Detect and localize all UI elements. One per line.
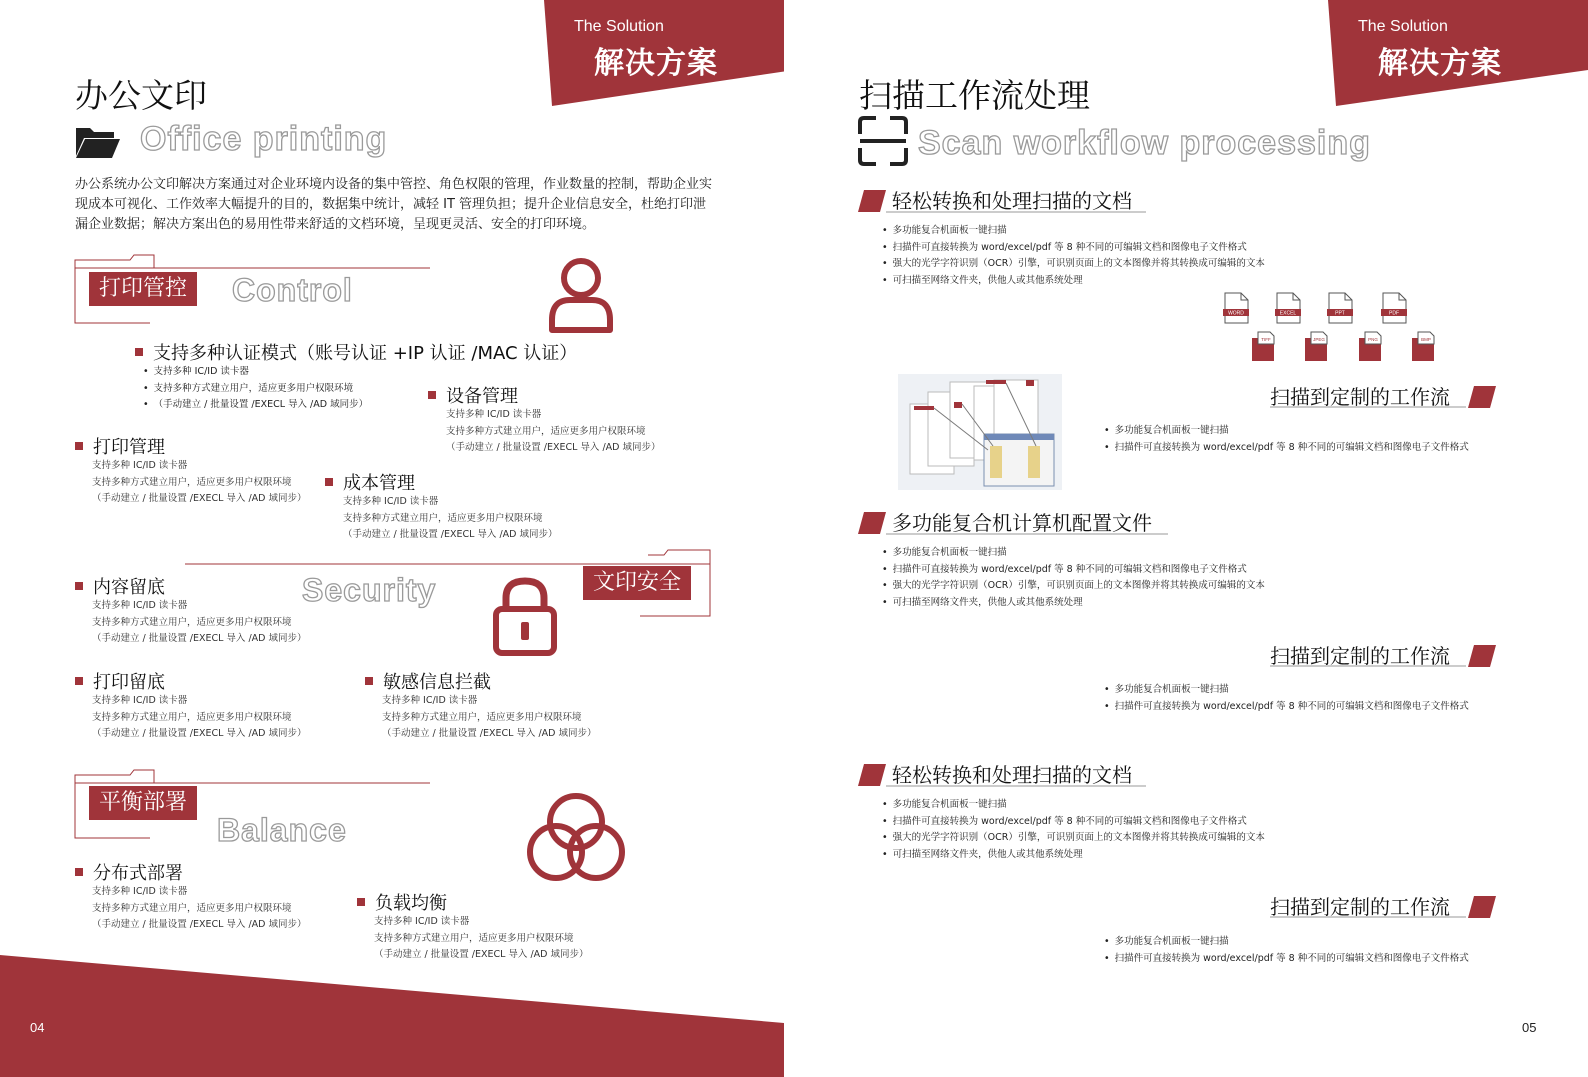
title-underline — [886, 211, 1146, 213]
text-line: （手动建立 / 批量设置 /EXECL 导入 /AD 域同步） — [92, 493, 307, 504]
list-item: • 强大的光学字符识别（OCR）引擎，可识别页面上的文本图像并将其转换成可编辑的文本 — [882, 256, 1265, 273]
list-item: • 可扫描至网络文件夹，供他人或其他系统处理 — [882, 273, 1265, 290]
list-item: • 扫描件可直接转换为 word/excel/pdf 等 8 种不同的可编辑文档和图像电子文件格式 — [1104, 440, 1469, 457]
text-line: （手动建立 / 批量设置 /EXECL 导入 /AD 域同步） — [382, 728, 597, 739]
text-line: 支持多种 IC/ID 读卡器 — [92, 600, 188, 611]
loadbalance-title: 负载均衡 — [375, 893, 447, 914]
s3-list — [882, 797, 1265, 863]
right-page — [804, 0, 1588, 1077]
content-heading — [75, 573, 165, 599]
text-line: 支持多种方式建立用户，适应更多用户权限环境 — [92, 476, 292, 488]
text-line: 支持多种方式建立用户，适应更多用户权限环境 — [374, 932, 574, 944]
text-line: 支持多种 IC/ID 读卡器 — [92, 460, 188, 471]
file-label: PPT — [1335, 310, 1345, 317]
list-item: • 多功能复合机面板一键扫描 — [882, 797, 1265, 814]
bullet-square — [75, 868, 83, 876]
bullet-square — [75, 582, 83, 590]
list-item: • 强大的光学字符识别（OCR）引擎，可识别页面上的文本图像并将其转换成可编辑的文本 — [882, 578, 1265, 595]
bullet-square — [135, 348, 143, 356]
text-line: 支持多种方式建立用户，适应更多用户权限环境 — [92, 616, 292, 628]
bullet-square — [365, 677, 373, 685]
sensitive-heading — [365, 668, 491, 694]
cost-lines — [343, 494, 557, 544]
parallelogram-marker — [1468, 645, 1496, 667]
list-item: • 多功能复合机面板一键扫描 — [1104, 423, 1469, 440]
list-item: • 支持多种 IC/ID 读卡器 — [143, 364, 368, 381]
auth-list — [143, 364, 368, 414]
text-line: 支持多种 IC/ID 读卡器 — [374, 916, 470, 927]
excel-file-icon — [1274, 292, 1302, 324]
device-lines — [446, 407, 660, 457]
tiff-file-icon — [1249, 330, 1277, 362]
device-heading — [428, 382, 518, 408]
list-item: • 强大的光学字符识别（OCR）引擎，可识别页面上的文本图像并将其转换成可编辑的文本 — [882, 830, 1265, 847]
list-item: • 扫描件可直接转换为 word/excel/pdf 等 8 种不同的可编辑文档和图像电子文件格式 — [882, 814, 1265, 831]
user-icon — [546, 256, 616, 334]
parallelogram-marker — [858, 764, 886, 786]
control-tag: 打印管控 — [89, 272, 197, 306]
file-label: PDF — [1389, 310, 1399, 317]
text-line: 支持多种方式建立用户，适应更多用户权限环境 — [92, 711, 292, 723]
left-page — [0, 0, 784, 1077]
s2-title: 多功能复合机计算机配置文件 — [892, 511, 1152, 535]
file-label: BMP — [1421, 337, 1431, 342]
list-item: • 多功能复合机面板一键扫描 — [882, 223, 1265, 240]
s1-title: 轻松转换和处理扫描的文档 — [892, 189, 1132, 213]
printlog-heading — [75, 668, 165, 694]
parallelogram-marker — [858, 190, 886, 212]
text-line: 支持多种 IC/ID 读卡器 — [92, 886, 188, 897]
balance-tag: 平衡部署 — [89, 786, 197, 820]
text-line: （手动建立 / 批量设置 /EXECL 导入 /AD 域同步） — [446, 442, 661, 453]
w2-title: 扫描到定制的工作流 — [1270, 644, 1450, 668]
cost-title: 成本管理 — [343, 473, 415, 494]
file-label: WORD — [1228, 310, 1244, 317]
title-underline — [1270, 406, 1466, 408]
list-item: • 支持多种方式建立用户，适应更多用户权限环境 — [143, 381, 368, 398]
pdf-file-icon — [1380, 292, 1408, 324]
text-line: （手动建立 / 批量设置 /EXECL 导入 /AD 域同步） — [374, 949, 589, 960]
distributed-heading — [75, 859, 183, 885]
intro-paragraph: 办公系统办公文印解决方案通过对企业环境内设备的集中管控、角色权限的管理，作业数量的控制，帮助企业实现成本可视化、工作效率大幅提升的目的，数据集中统计，减轻 IT 管理负担；提升企业信息安全，杜绝打印泄漏企业数据；解决方案出色的易用性带来舒适的文档环境，呈现更灵活、安全的打印环境。 — [75, 177, 713, 232]
text-line: （手动建立 / 批量设置 /EXECL 导入 /AD 域同步） — [92, 919, 307, 930]
text-line: 支持多种方式建立用户，适应更多用户权限环境 — [382, 711, 582, 723]
file-label: EXCEL — [1279, 310, 1297, 317]
w1-list — [1104, 423, 1469, 456]
bullet-square — [75, 677, 83, 685]
printlog-lines — [92, 693, 306, 743]
print-mgmt-heading — [75, 433, 165, 459]
list-item: • （手动建立 / 批量设置 /EXECL 导入 /AD 域同步） — [143, 397, 368, 414]
page-title: 扫描工作流处理 — [859, 76, 1090, 115]
banner-zh: 解决方案 — [594, 46, 718, 81]
banner-en: The Solution — [574, 18, 664, 35]
list-item: • 可扫描至网络文件夹，供他人或其他系统处理 — [882, 847, 1265, 864]
bmp-file-icon — [1409, 330, 1437, 362]
print-mgmt-title: 打印管理 — [93, 437, 165, 458]
title-underline — [1270, 916, 1466, 918]
w1-title: 扫描到定制的工作流 — [1270, 385, 1450, 409]
page-subtitle: Office printing — [140, 120, 388, 158]
distributed-lines — [92, 884, 306, 934]
list-item: • 扫描件可直接转换为 word/excel/pdf 等 8 种不同的可编辑文档和图像电子文件格式 — [882, 562, 1265, 579]
loadbalance-heading — [357, 889, 447, 915]
file-label: TIFF — [1261, 337, 1271, 342]
auth-heading — [135, 339, 577, 365]
jpeg-file-icon — [1302, 330, 1330, 362]
control-en: Control — [232, 272, 353, 308]
title-underline — [1270, 665, 1466, 667]
venn-icon — [524, 790, 628, 884]
text-line: 支持多种方式建立用户，适应更多用户权限环境 — [343, 512, 543, 524]
print-mgmt-lines — [92, 458, 306, 508]
title-underline — [886, 533, 1168, 535]
list-item: • 多功能复合机面板一键扫描 — [882, 545, 1265, 562]
bullet-square — [75, 442, 83, 450]
text-line: 支持多种 IC/ID 读卡器 — [382, 695, 478, 706]
page-subtitle: Scan workflow processing — [918, 124, 1371, 162]
png-file-icon — [1356, 330, 1384, 362]
parallelogram-marker — [1468, 386, 1496, 408]
list-item: • 可扫描至网络文件夹，供他人或其他系统处理 — [882, 595, 1265, 612]
workflow-screenshot-image — [898, 374, 1062, 490]
text-line: （手动建立 / 批量设置 /EXECL 导入 /AD 域同步） — [343, 529, 558, 540]
banner-en: The Solution — [1358, 18, 1448, 35]
w3-title: 扫描到定制的工作流 — [1270, 895, 1450, 919]
device-title: 设备管理 — [446, 386, 518, 407]
word-file-icon — [1222, 292, 1250, 324]
page-number: 05 — [1522, 1020, 1537, 1035]
solution-banner — [1328, 0, 1578, 106]
lock-icon — [490, 574, 560, 658]
bullet-square — [325, 478, 333, 486]
file-label: PNG — [1368, 337, 1378, 342]
title-underline — [886, 785, 1146, 787]
page-title: 办公文印 — [75, 76, 207, 115]
printlog-title: 打印留底 — [93, 672, 165, 693]
page-number: 04 — [30, 1020, 45, 1035]
text-line: 支持多种方式建立用户，适应更多用户权限环境 — [446, 425, 646, 437]
s2-list — [882, 545, 1265, 611]
s1-list — [882, 223, 1265, 289]
bullet-square — [357, 898, 365, 906]
bullet-square — [428, 391, 436, 399]
parallelogram-marker — [858, 512, 886, 534]
balance-en: Balance — [217, 812, 347, 848]
text-line: 支持多种 IC/ID 读卡器 — [92, 695, 188, 706]
security-tag: 文印安全 — [583, 566, 691, 600]
list-item: • 多功能复合机面板一键扫描 — [1104, 934, 1469, 951]
sensitive-lines — [382, 693, 596, 743]
text-line: （手动建立 / 批量设置 /EXECL 导入 /AD 域同步） — [92, 633, 307, 644]
sensitive-title: 敏感信息拦截 — [383, 672, 491, 693]
auth-title: 支持多种认证模式（账号认证 +IP 认证 /MAC 认证） — [153, 343, 578, 364]
scan-icon — [858, 116, 908, 166]
distributed-title: 分布式部署 — [93, 863, 183, 884]
content-title: 内容留底 — [93, 577, 165, 598]
footer-band — [0, 955, 784, 1077]
list-item: • 扫描件可直接转换为 word/excel/pdf 等 8 种不同的可编辑文档和图像电子文件格式 — [1104, 951, 1469, 968]
text-line: 支持多种方式建立用户，适应更多用户权限环境 — [92, 902, 292, 914]
text-line: 支持多种 IC/ID 读卡器 — [446, 409, 542, 420]
cost-heading — [325, 469, 415, 495]
list-item: • 多功能复合机面板一键扫描 — [1104, 682, 1469, 699]
text-line: （手动建立 / 批量设置 /EXECL 导入 /AD 域同步） — [92, 728, 307, 739]
list-item: • 扫描件可直接转换为 word/excel/pdf 等 8 种不同的可编辑文档和图像电子文件格式 — [1104, 699, 1469, 716]
security-en: Security — [302, 572, 437, 608]
parallelogram-marker — [1468, 896, 1496, 918]
ppt-file-icon — [1326, 292, 1354, 324]
w2-list — [1104, 682, 1469, 715]
folder-icon — [75, 125, 121, 159]
file-label: JPEG — [1313, 337, 1325, 342]
list-item: • 扫描件可直接转换为 word/excel/pdf 等 8 种不同的可编辑文档和图像电子文件格式 — [882, 240, 1265, 257]
s3-title: 轻松转换和处理扫描的文档 — [892, 763, 1132, 787]
text-line: 支持多种 IC/ID 读卡器 — [343, 496, 439, 507]
banner-zh: 解决方案 — [1378, 46, 1502, 81]
w3-list — [1104, 934, 1469, 967]
content-lines — [92, 598, 306, 648]
solution-banner — [544, 0, 784, 106]
